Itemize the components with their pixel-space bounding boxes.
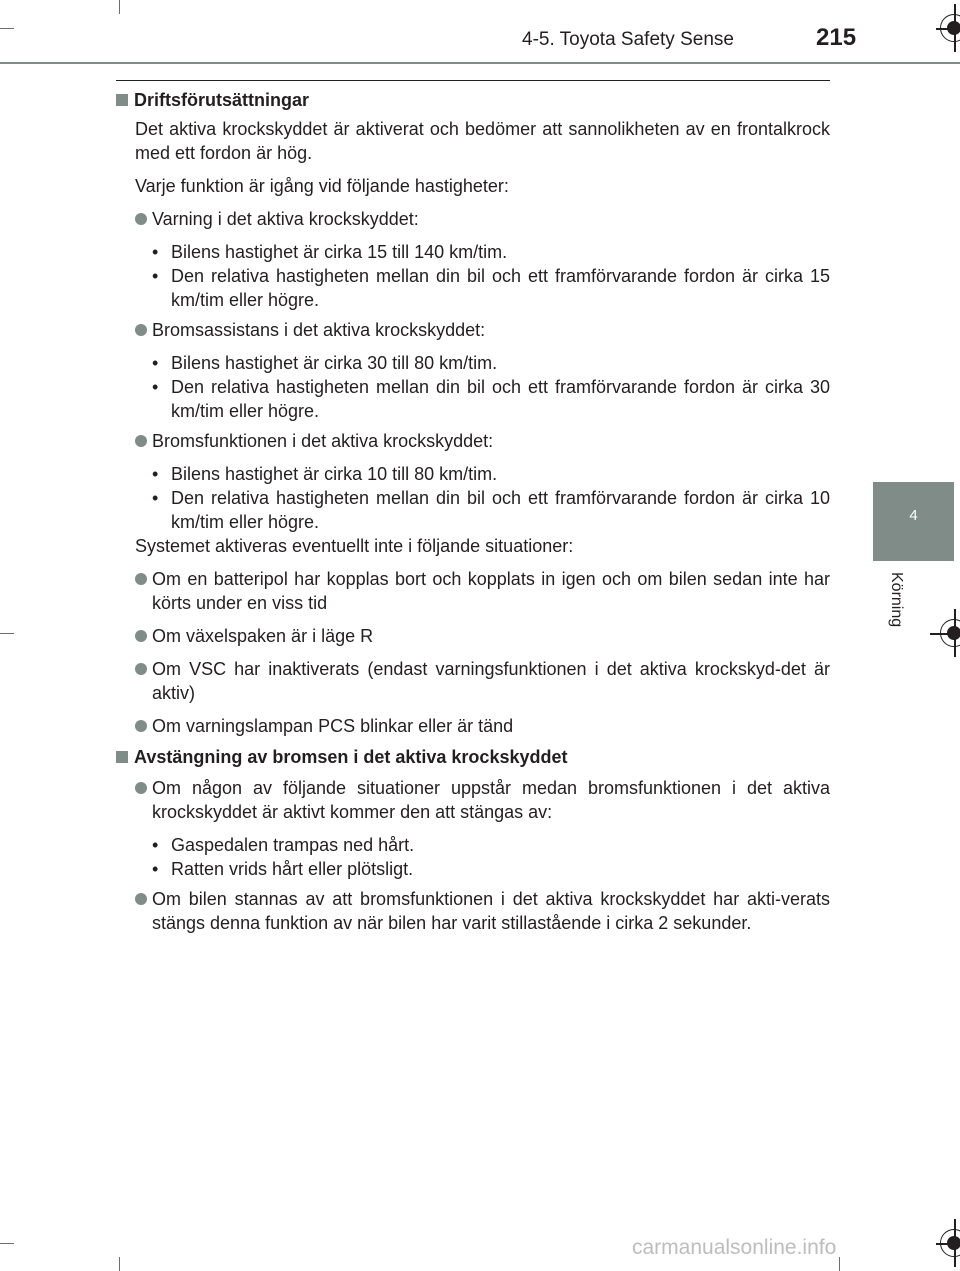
paragraph: Varje funktion är igång vid följande hastigheter: <box>135 176 509 196</box>
square-bullet-icon <box>116 751 128 763</box>
sub-list <box>151 351 830 423</box>
sub-list-item: • Den relativa hastigheten mellan din bil och ett framförvarande fordon är cirka 10 km/tim eller högre. <box>151 486 830 534</box>
circle-bullet-icon <box>135 630 147 642</box>
list-item: Om en batteripol har kopplas bort och kopplats in igen och om bilen sedan inte har körts under en viss tid <box>135 567 830 615</box>
list-item: Bromsassistans i det aktiva krockskyddet: <box>135 318 830 342</box>
sub-list-item: • Den relativa hastigheten mellan din bil och ett framförvarande fordon är cirka 15 km/tim eller högre. <box>151 264 830 312</box>
circle-bullet-icon <box>135 213 147 225</box>
sub-list <box>151 833 830 881</box>
registration-mark-icon <box>940 14 960 42</box>
list-item: Om bilen stannas av att bromsfunktionen i det aktiva krockskyddet har akti-verats stängs denna funktion av när bilen har varit stillastående i cirka 2 sekunder. <box>135 887 830 935</box>
sub-list-item: • Bilens hastighet är cirka 15 till 140 km/tim. <box>151 240 830 264</box>
square-bullet-icon <box>116 94 128 106</box>
list-item: Varning i det aktiva krockskyddet: <box>135 207 830 231</box>
paragraph: Systemet aktiveras eventuellt inte i följande situationer: <box>135 536 574 556</box>
sub-list <box>151 240 830 312</box>
chapter-tab <box>873 482 954 561</box>
header-rule <box>0 62 960 64</box>
sub-list-item: • Bilens hastighet är cirka 10 till 80 km/tim. <box>151 462 830 486</box>
list-item: Om varningslampan PCS blinkar eller är tänd <box>135 714 830 738</box>
section-heading: Avstängning av bromsen i det aktiva krockskyddet <box>116 745 830 769</box>
circle-bullet-icon <box>135 893 147 905</box>
list-item: Om växelspaken är i läge R <box>135 624 830 648</box>
crop-mark <box>119 1257 120 1271</box>
crop-mark <box>0 633 14 634</box>
chapter-number: 4 <box>909 507 918 524</box>
sub-list-item: • Ratten vrids hårt eller plötsligt. <box>151 857 830 881</box>
crop-mark <box>839 1257 840 1271</box>
page-number: 215 <box>816 24 857 51</box>
sub-list-item: • Den relativa hastigheten mellan din bil och ett framförvarande fordon är cirka 30 km/tim eller högre. <box>151 375 830 423</box>
crop-mark <box>0 1243 14 1244</box>
list-item: Bromsfunktionen i det aktiva krockskyddet: <box>135 429 830 453</box>
watermark: carmanualsonline.info <box>632 1236 837 1259</box>
sub-list-item: • Bilens hastighet är cirka 30 till 80 km/tim. <box>151 351 830 375</box>
page-content <box>116 88 830 935</box>
circle-bullet-icon <box>135 663 147 675</box>
registration-mark-icon <box>940 1229 960 1257</box>
section-heading: Driftsförutsättningar <box>116 88 830 112</box>
sub-list-item: • Gaspedalen trampas ned hårt. <box>151 833 830 857</box>
circle-bullet-icon <box>135 720 147 732</box>
crop-mark <box>119 0 120 14</box>
circle-bullet-icon <box>135 573 147 585</box>
sub-list <box>151 462 830 534</box>
crop-mark <box>0 28 14 29</box>
list-item: Om någon av följande situationer uppstår medan bromsfunktionen i det aktiva krockskyddet är aktivt kommer den att stängas av: <box>135 776 830 824</box>
list-item: Om VSC har inaktiverats (endast varningsfunktionen i det aktiva krockskyd-det är aktiv) <box>135 657 830 705</box>
circle-bullet-icon <box>135 435 147 447</box>
running-header: 4-5. Toyota Safety Sense <box>522 29 734 50</box>
content-rule <box>116 80 830 81</box>
circle-bullet-icon <box>135 782 147 794</box>
paragraph: Det aktiva krockskyddet är aktiverat och bedömer att sannolikheten av en frontalkrock med ett fordon är hög. <box>135 119 830 163</box>
registration-mark-icon <box>940 619 960 647</box>
chapter-label: Körning <box>888 572 905 628</box>
circle-bullet-icon <box>135 324 147 336</box>
